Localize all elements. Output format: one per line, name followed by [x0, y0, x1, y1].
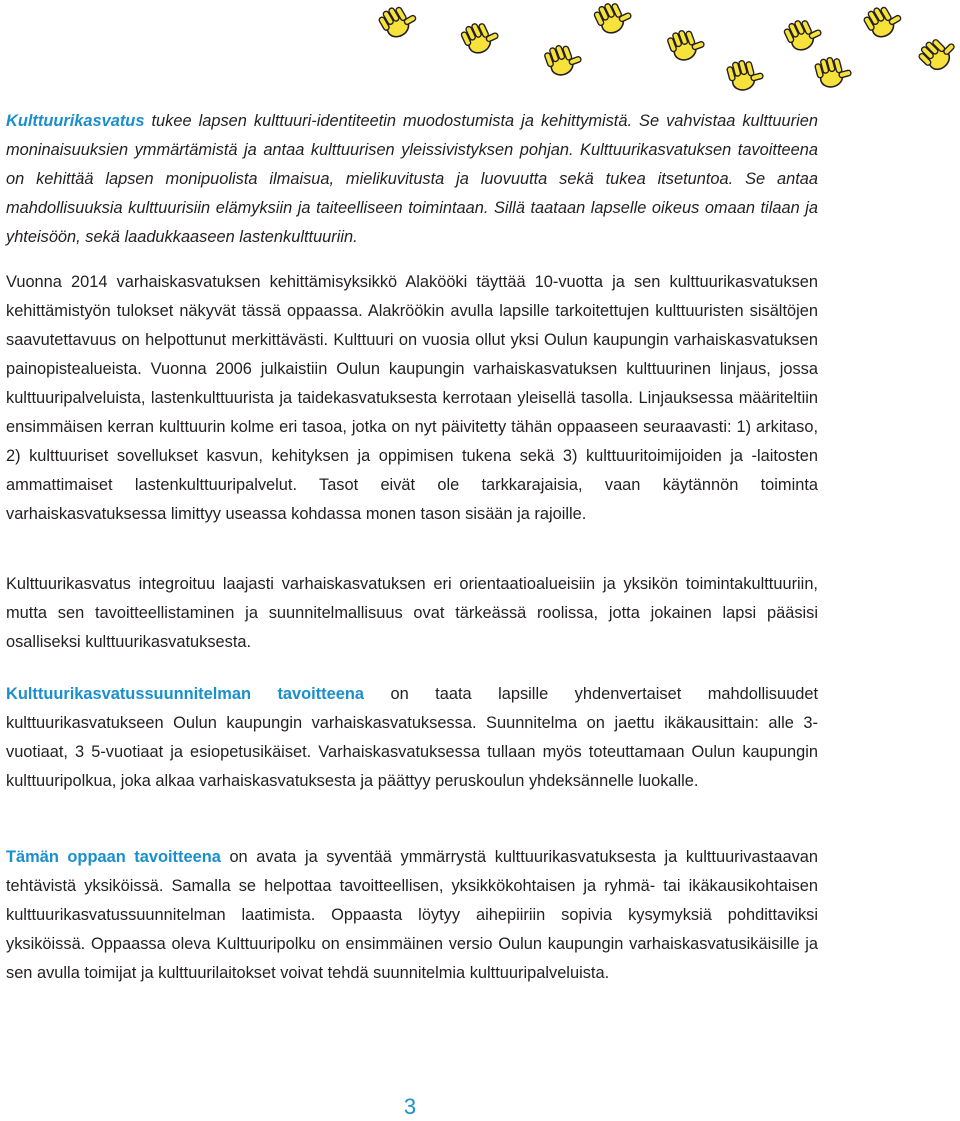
- hand-print-icon: [814, 53, 853, 90]
- integration-body-text: Kulttuurikasvatus integroituu laajasti varhaiskasvatuksen eri orientaatioalueisiin ja yksikön toimintakulttuuriin, mutta sen tavoitteellistaminen ja suunnitelmallisuus ovat tärkeässä roolissa, jotta jokainen lapsi pääsisi osalliseksi kulttuurikasvatuksesta.: [6, 575, 818, 651]
- intro-body-text: tukee lapsen kulttuuri-identiteetin muodostumista ja kehittymistä. Se vahvistaa kulttuurien moninaisuuksien ymmärtämistä ja antaa kulttuurisen yleissivistyksen pohjan. Kulttuurikasvatuksen tavoitteena on kehittää lapsen monipuolista ilmaisua, mielikuvitusta ja luovuutta sekä tukea itsetuntoa. Se antaa mahdollisuuksia kulttuurisiin elämyksiin ja taiteelliseen toimintaan. Sillä taataan lapselle oikeus omaan tilaan ja yhteisöön, sekä laadukkaaseen lastenkulttuuriin.: [6, 112, 818, 246]
- hand-prints-decoration: [0, 0, 960, 110]
- guide-goal-heading: Tämän oppaan tavoitteena: [6, 848, 221, 866]
- hand-print-icon: [543, 40, 584, 79]
- hand-print-icon: [666, 25, 707, 64]
- hand-print-icon: [862, 0, 905, 41]
- plan-goal-heading: Kulttuurikasvatussuunnitelman tavoitteena: [6, 685, 364, 703]
- page-number: 3: [403, 1094, 417, 1119]
- hand-print-icon: [459, 17, 501, 57]
- hand-print-icon: [592, 0, 634, 37]
- hand-print-icon: [916, 31, 960, 75]
- hand-print-icon: [726, 56, 765, 93]
- hand-print-icon: [782, 14, 824, 54]
- integration-paragraph: [6, 570, 818, 657]
- hand-print-icon: [377, 0, 420, 41]
- plan-goal-paragraph: [6, 680, 818, 796]
- guide-goal-body-text: on avata ja syventää ymmärrystä kulttuurikasvatuksesta ja kulttuurivastaavan tehtävistä yksiköissä. Samalla se helpottaa tavoitteellisen, yksikkökohtaisen ja ryhmä- tai ikäkausikohtaisen kulttuurikasvatussuunnitelman laatimista. Oppaasta löytyy aihepiiriin sopivia kysymyksiä pohdittaviksi yksiköissä. Oppaassa oleva Kulttuuripolku on ensimmäinen versio Oulun kaupungin varhaiskasvatusikäisille ja sen avulla toimijat ja kulttuurilaitokset voivat tehdä suunnitelmia kulttuuripalveluista.: [6, 848, 818, 982]
- plan-goal-body-text: on taata lapsille yhdenvertaiset mahdollisuudet kulttuurikasvatukseen Oulun kaupungin varhaiskasvatuksessa. Suunnitelma on jaettu ikäkausittain: alle 3-vuotiaat, 3 5-vuotiaat ja esiopetusikäiset. Varhaiskasvatuksessa tullaan myös toteuttamaan Oulun kaupungin kulttuuripolkua, joka alkaa varhaiskasvatuksesta ja päättyy peruskoulun yhdeksännelle luokalle.: [6, 685, 819, 790]
- guide-goal-paragraph: [6, 843, 818, 988]
- history-paragraph: [6, 268, 818, 529]
- intro-paragraph: [6, 107, 818, 252]
- kulttuurikasvatus-heading: Kulttuurikasvatus: [6, 112, 145, 130]
- history-body-text: Vuonna 2014 varhaiskasvatuksen kehittämisyksikkö Alakööki täyttää 10-vuotta ja sen kulttuurikasvatuksen kehittämistyön tulokset näkyvät tässä oppaassa. Alakröökin avulla lapsille tarkoitettujen kulttuuristen sisältöjen saavutettavuus on helpottunut merkittävästi. Kulttuuri on vuosia ollut yksi Oulun kaupungin varhaiskasvatuksen painopistealueista. Vuonna 2006 julkaistiin Oulun kaupungin varhaiskasvatuksen kulttuurinen linjaus, jossa kulttuuripalveluista, lastenkulttuurista ja taidekasvatuksesta kerrotaan yleisellä tasolla. Linjauksessa määriteltiin ensimmäisen kerran kulttuurin kolme eri tasoa, jotka on nyt päivitetty tähän oppaaseen seuraavasti: 1) arkitaso, 2) kulttuuriset sovellukset kasvun, kehityksen ja oppimisen tukena sekä 3) kulttuuritoimijoiden ja -laitosten ammattimaiset lastenkulttuuripalvelut. Tasot eivät ole tarkkarajaisia, vaan käytännön toiminta varhaiskasvatuksessa limittyy useassa kohdassa monen tason sisään ja rajoille.: [6, 273, 818, 523]
